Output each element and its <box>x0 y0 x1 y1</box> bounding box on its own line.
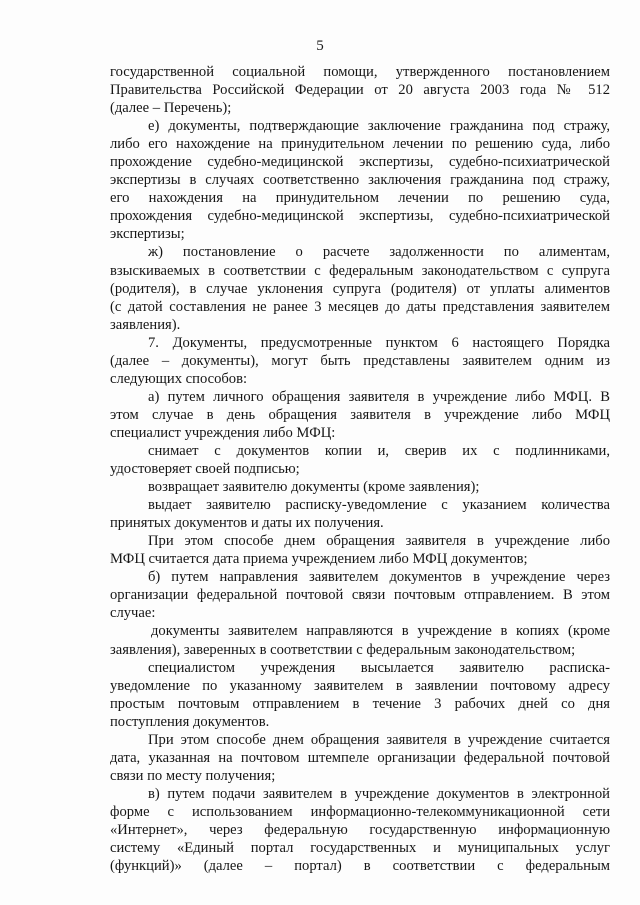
text-line: (далее – Перечень); <box>110 100 232 117</box>
text-line: возвращает заявителю документы (кроме заявления); <box>148 479 480 496</box>
text-line: либо его нахождение на принудительном лечении по решению суда, либо <box>110 136 610 153</box>
text-line: связи по месту получения; <box>110 767 276 784</box>
text-line: Правительства Российской Федерации от 20 августа 2003 года № 512 <box>110 82 610 99</box>
text-line: этом случае в день обращения заявителя в учреждение либо МФЦ <box>110 406 610 423</box>
text-line: (родителя), в случае уклонения супруга (родителя) от уплаты алиментов <box>110 280 610 297</box>
text-line: «Интернет», через федеральную государственную информационную <box>110 821 610 838</box>
text-line: экспертизы в случаях соответственно заключения гражданина под стражу, <box>110 172 610 189</box>
text-line: организации федеральной почтовой связи почтовым отправлением. В этом <box>110 587 610 604</box>
text-line: При этом способе днем обращения заявителя в учреждение считается <box>148 731 610 748</box>
text-line: заявления), заверенных в соответствии с федеральным законодательством; <box>110 641 576 658</box>
text-line: (далее – документы), могут быть представлены заявителем одним из <box>110 352 610 369</box>
text-line: в) путем подачи заявителем в учреждение документов в электронной <box>148 785 610 802</box>
text-line: (функций)» (далее – портал) в соответствии с федеральным <box>110 858 610 875</box>
text-line: принятых документов и даты их получения. <box>110 515 384 532</box>
text-line: следующих способов: <box>110 370 248 387</box>
text-line: выдает заявителю расписку-уведомление с указанием количества <box>148 497 610 514</box>
text-line: а) путем личного обращения заявителя в учреждение либо МФЦ. В <box>148 388 610 405</box>
text-line: дата, указанная на почтовом штемпеле организации федеральной почтовой <box>110 749 610 766</box>
text-line: (с датой составления не ранее 3 месяцев до даты представления заявителем <box>110 298 610 315</box>
text-line: государственной социальной помощи, утвержденного постановлением <box>110 64 610 80</box>
text-line: ж) постановление о расчете задолженности по алиментам, <box>148 244 610 261</box>
text-line: простым почтовым отправлением в течение 3 рабочих дней со дня <box>110 695 610 712</box>
text-line: заявления). <box>110 316 181 333</box>
text-line: 7. Документы, предусмотренные пунктом 6 настоящего Порядка <box>148 334 610 351</box>
text-line: е) документы, подтверждающие заключение гражданина под стражу, <box>148 118 610 135</box>
text-line: форме с использованием информационно-телекоммуникационной сети <box>110 803 610 820</box>
text-line: прохождения судебно-медицинской экспертизы, судебно-психиатрической <box>110 208 610 225</box>
text-line: б) путем направления заявителем документов в учреждение через <box>148 569 610 586</box>
text-line: систему «Единый портал государственных и муниципальных услуг <box>110 840 610 857</box>
text-line: снимает с документов копии и, сверив их с подлинниками, <box>148 442 610 459</box>
page-number: 5 <box>316 38 324 54</box>
text-line: специалистом учреждения высылается заявителю расписка- <box>148 659 610 676</box>
text-line: экспертизы; <box>110 226 185 243</box>
text-line: взыскиваемых в соответствии с федеральным законодательством с супруга <box>110 262 610 279</box>
text-line: документы заявителем направляются в учреждение в копиях (кроме <box>151 623 610 640</box>
text-line: случае: <box>110 605 156 622</box>
text-line: уведомление по указанному заявителем в заявлении почтовому адресу <box>110 677 610 694</box>
document-body <box>110 63 610 875</box>
text-line: поступления документов. <box>110 713 270 730</box>
text-line: удостоверяет своей подписью; <box>110 461 300 478</box>
text-line: МФЦ считается дата приема учреждением либо МФЦ документов; <box>110 551 528 568</box>
text-line: прохождение судебно-медицинской экспертизы, судебно-психиатрической <box>110 154 610 171</box>
text-line: специалист учреждения либо МФЦ: <box>110 424 336 441</box>
text-line: При этом способе днем обращения заявителя в учреждение либо <box>148 533 610 550</box>
text-line: его нахождения на принудительном лечении по решению суда, <box>110 190 610 207</box>
